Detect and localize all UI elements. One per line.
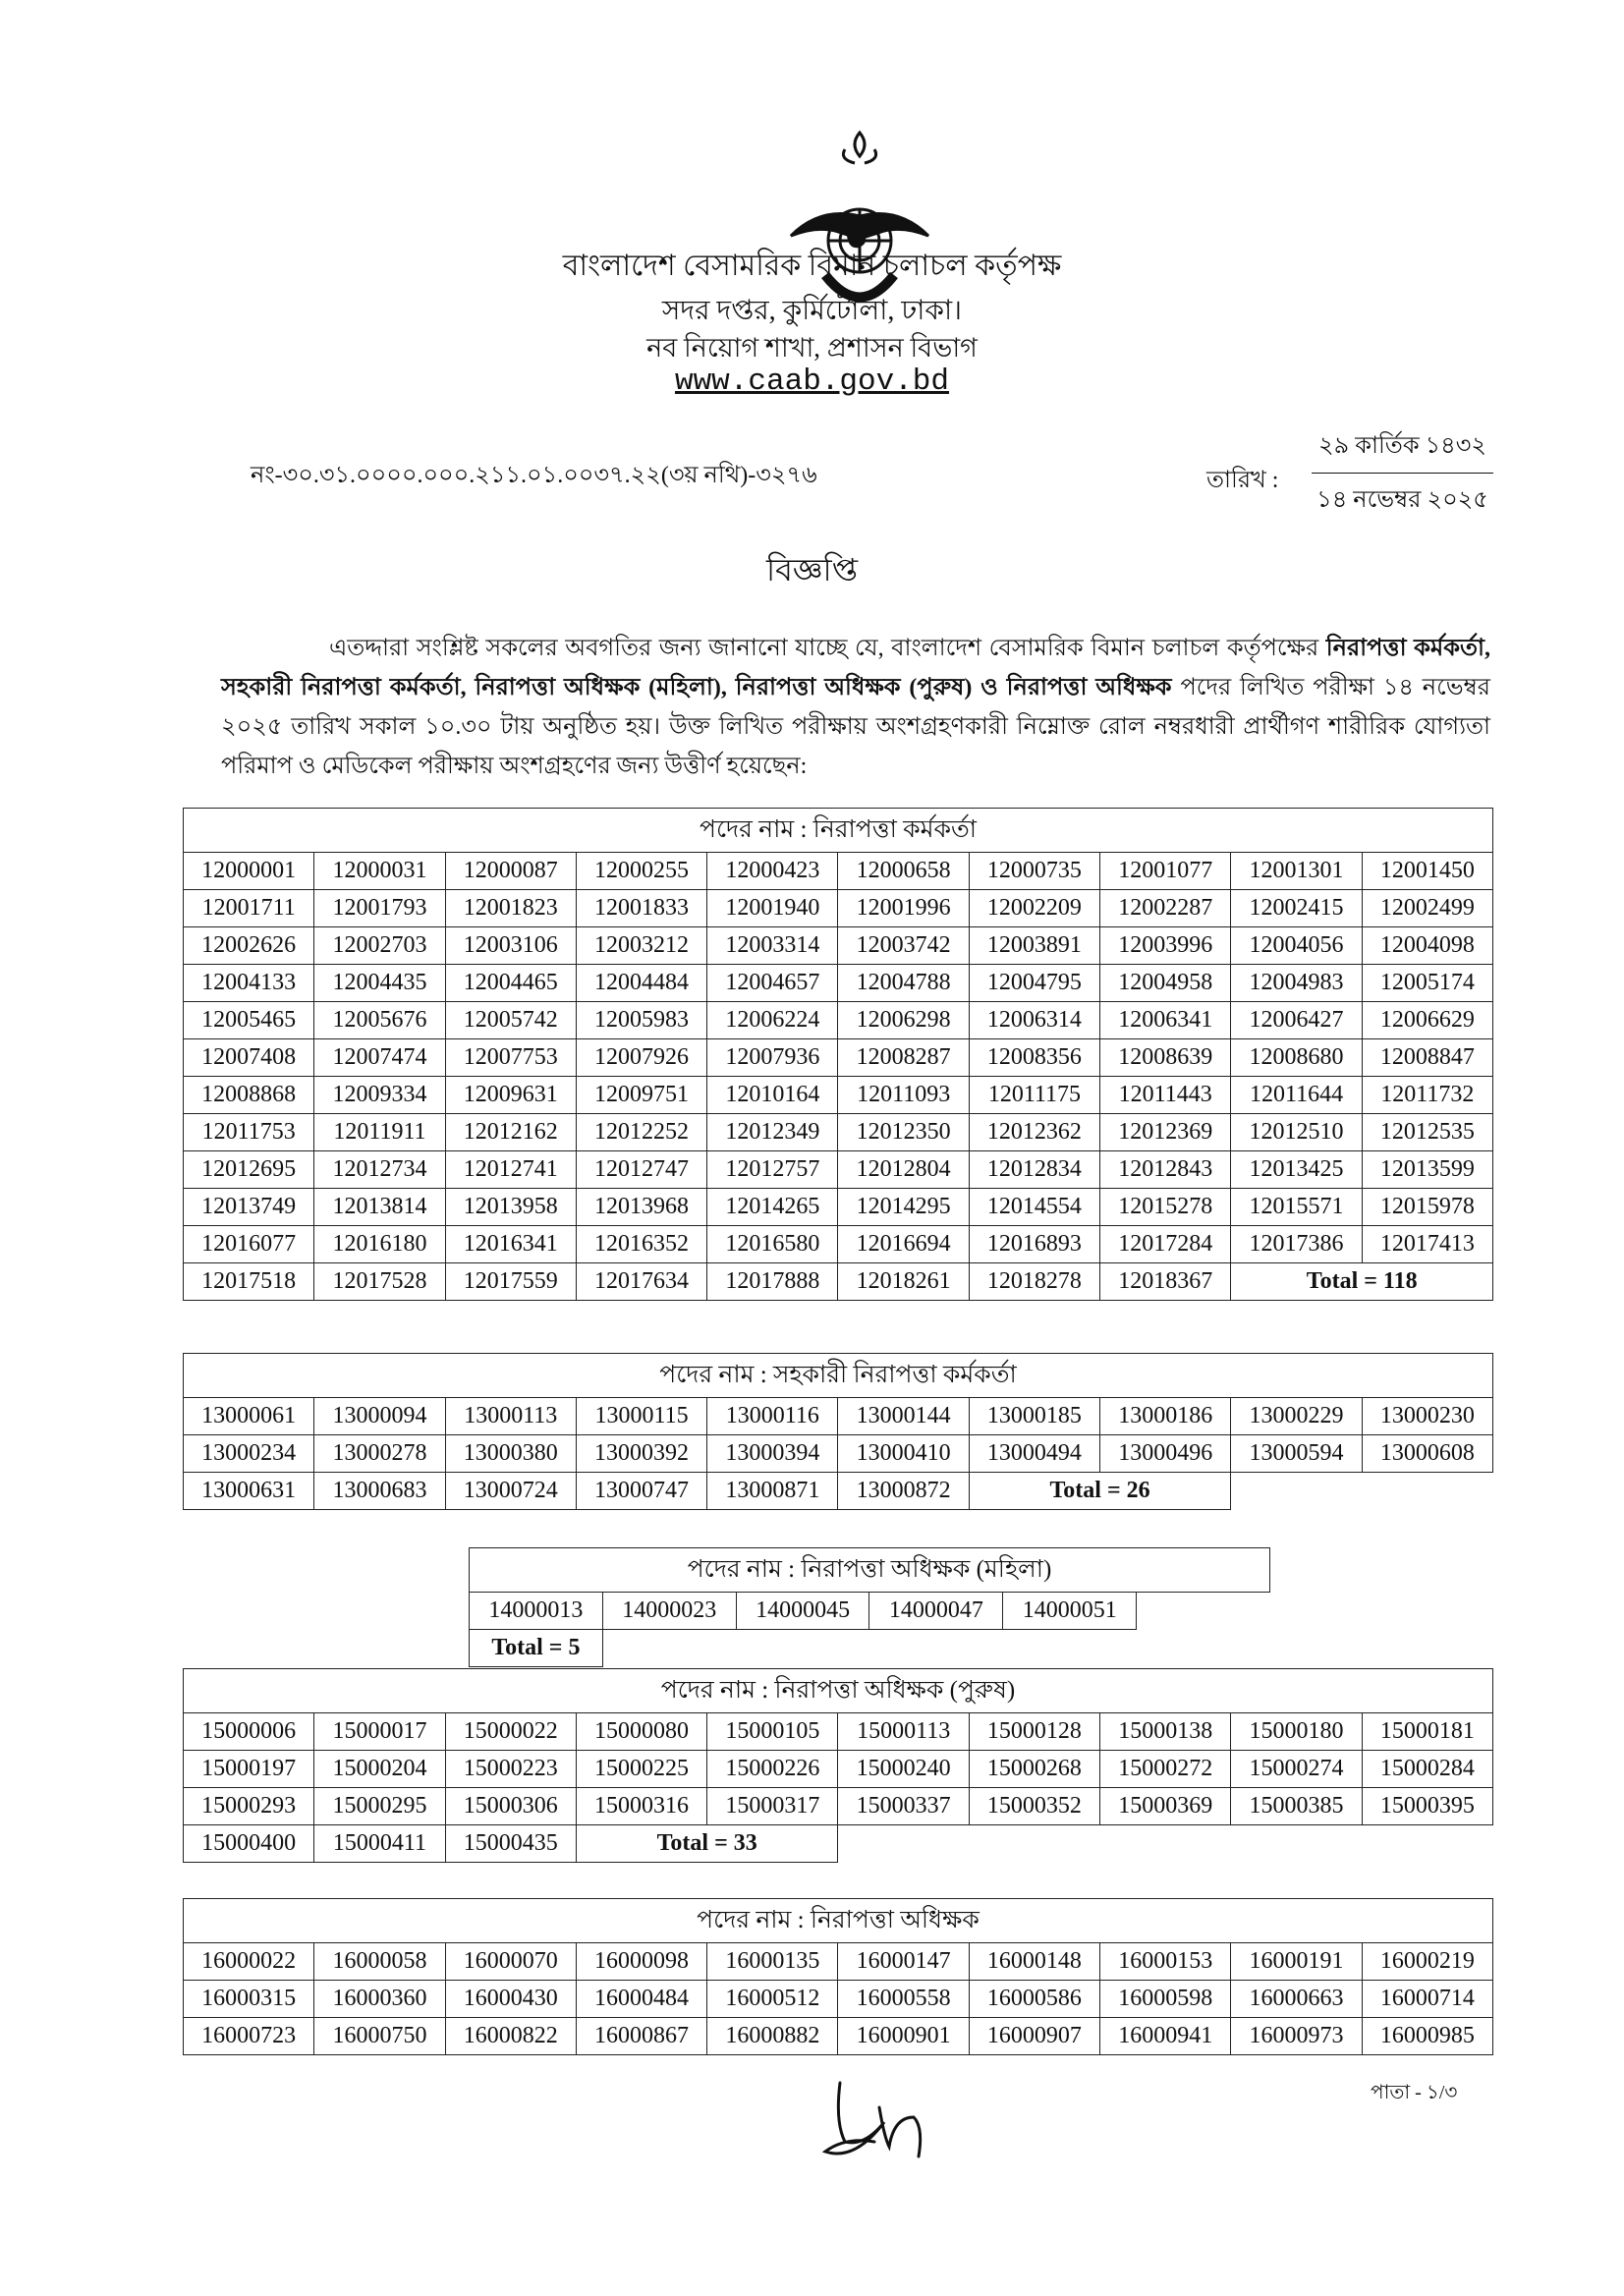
roll-number-cell: 13000724 [445, 1473, 576, 1510]
roll-number-cell: 13000872 [838, 1473, 969, 1510]
roll-number-cell: 16000360 [314, 1981, 445, 2018]
roll-number-cell: 12007474 [314, 1039, 445, 1077]
roll-row [184, 965, 1493, 1002]
roll-number-cell: 15000284 [1362, 1751, 1492, 1788]
roll-number-cell: 16000153 [1100, 1943, 1231, 1981]
roll-row [184, 1943, 1493, 1981]
roll-number-cell: 12000087 [445, 853, 576, 890]
roll-number-cell: 12004435 [314, 965, 445, 1002]
roll-number-cell: 12011732 [1362, 1077, 1492, 1114]
roll-number-cell: 12004098 [1362, 927, 1492, 965]
roll-row [470, 1593, 1270, 1630]
roll-number-cell: 15000017 [314, 1713, 445, 1751]
roll-number-cell: 15000226 [707, 1751, 838, 1788]
roll-number-cell: 12017528 [314, 1263, 445, 1301]
roll-number-cell: 12007753 [445, 1039, 576, 1077]
roll-number-cell: 12012757 [707, 1151, 838, 1189]
roll-number-cell: 16000148 [969, 1943, 1099, 1981]
roll-row [184, 1788, 1493, 1825]
roll-number-cell: 16000941 [1100, 2018, 1231, 2055]
roll-number-cell: 12015571 [1231, 1189, 1362, 1226]
roll-number-cell: 12012741 [445, 1151, 576, 1189]
notice-title: বিজ্ঞপ্তি [765, 552, 859, 588]
roll-number-cell: 12003106 [445, 927, 576, 965]
roll-number-cell: 12004795 [969, 965, 1099, 1002]
roll-row [184, 927, 1493, 965]
roll-number-cell: 16000901 [838, 2018, 969, 2055]
roll-number-cell: 13000230 [1362, 1398, 1492, 1435]
roll-table-security-supervisor-female [469, 1547, 1270, 1667]
roll-number-cell: 15000225 [576, 1751, 706, 1788]
roll-row [184, 1189, 1493, 1226]
signature [811, 2073, 958, 2171]
notice-text-start: এতদ্দারা সংশ্লিষ্ট সকলের অবগতির জন্য জানানো যাচ্ছে যে, বাংলাদেশ বেসামরিক বিমান চলাচল কর্তৃপক্ষের [329, 636, 1326, 661]
roll-number-cell: 16000985 [1362, 2018, 1492, 2055]
roll-number-cell: 12012369 [1100, 1114, 1231, 1151]
roll-number-cell: 12013599 [1362, 1151, 1492, 1189]
roll-number-cell: 13000234 [184, 1435, 314, 1473]
roll-number-cell: 12005676 [314, 1002, 445, 1039]
roll-row [184, 1473, 1493, 1510]
roll-number-cell: 14000045 [736, 1593, 869, 1630]
roll-number-cell: 16000098 [576, 1943, 706, 1981]
roll-number-cell: 12017284 [1100, 1226, 1231, 1263]
roll-number-cell: 12014265 [707, 1189, 838, 1226]
roll-number-cell: 12007936 [707, 1039, 838, 1077]
roll-number-cell: 16000219 [1362, 1943, 1492, 1981]
roll-number-cell: 12004788 [838, 965, 969, 1002]
roll-number-cell: 15000268 [969, 1751, 1099, 1788]
roll-number-cell: 12006341 [1100, 1002, 1231, 1039]
roll-number-cell: 15000411 [314, 1825, 445, 1863]
roll-number-cell: 14000047 [869, 1593, 1003, 1630]
roll-number-cell: 16000147 [838, 1943, 969, 1981]
roll-number-cell: 15000369 [1100, 1788, 1231, 1825]
total-count-cell: Total = 5 [470, 1630, 603, 1667]
roll-number-cell: 12016077 [184, 1226, 314, 1263]
roll-number-cell: 12011093 [838, 1077, 969, 1114]
memo-reference-number: নং-৩০.৩১.০০০০.০০০.২১১.০১.০০৩৭.২২(৩য় নথি)-৩২৭৬ [251, 463, 817, 488]
roll-number-cell: 13000144 [838, 1398, 969, 1435]
roll-number-cell: 12016180 [314, 1226, 445, 1263]
roll-number-cell: 16000882 [707, 2018, 838, 2055]
roll-row [184, 2018, 1493, 2055]
roll-number-cell: 13000608 [1362, 1435, 1492, 1473]
roll-number-cell: 12003212 [576, 927, 706, 965]
roll-row [184, 890, 1493, 927]
total-count-cell: Total = 26 [969, 1473, 1231, 1510]
total-count-cell: Total = 33 [576, 1825, 838, 1863]
roll-number-cell: 12003742 [838, 927, 969, 965]
roll-number-cell: 12016341 [445, 1226, 576, 1263]
notice-posts-bold: নিরাপত্তা কর্মকর্তা, সহকারী নিরাপত্তা কর্মকর্তা, নিরাপত্তা অধিক্ষক (মহিলা), নিরাপত্তা অধিক্ষক (পুরুষ) ও নিরাপত্তা অধিক্ষক [221, 636, 1490, 700]
roll-number-cell: 16000135 [707, 1943, 838, 1981]
roll-number-cell: 16000598 [1100, 1981, 1231, 2018]
roll-number-cell: 12017386 [1231, 1226, 1362, 1263]
roll-number-cell: 12016580 [707, 1226, 838, 1263]
roll-number-cell: 12011644 [1231, 1077, 1362, 1114]
roll-number-cell: 12008356 [969, 1039, 1099, 1077]
roll-row [184, 1114, 1493, 1151]
roll-number-cell: 12004133 [184, 965, 314, 1002]
org-name: বাংলাদেশ বেসামরিক বিমান চলাচল কর্তৃপক্ষ [562, 250, 1062, 282]
roll-number-cell: 12016694 [838, 1226, 969, 1263]
roll-number-cell: 12009631 [445, 1077, 576, 1114]
post-name-header: পদের নাম : নিরাপত্তা অধিক্ষক (পুরুষ) [184, 1669, 1493, 1713]
roll-number-cell: 12013749 [184, 1189, 314, 1226]
roll-row [184, 1713, 1493, 1751]
roll-number-cell: 12008847 [1362, 1039, 1492, 1077]
roll-number-cell: 13000115 [576, 1398, 706, 1435]
roll-number-cell: 15000385 [1231, 1788, 1362, 1825]
roll-row [184, 1751, 1493, 1788]
roll-number-cell: 12004657 [707, 965, 838, 1002]
roll-row [184, 1398, 1493, 1435]
roll-number-cell: 12011753 [184, 1114, 314, 1151]
notice-paragraph [221, 629, 1490, 786]
roll-number-cell: 12002703 [314, 927, 445, 965]
department-name: নব নিয়োগ শাখা, প্রশাসন বিভাগ [646, 333, 978, 363]
roll-number-cell: 12014554 [969, 1189, 1099, 1226]
roll-number-cell: 12012535 [1362, 1114, 1492, 1151]
roll-number-cell: 12013814 [314, 1189, 445, 1226]
roll-number-cell: 12006427 [1231, 1002, 1362, 1039]
roll-number-cell: 13000061 [184, 1398, 314, 1435]
roll-number-cell: 15000181 [1362, 1713, 1492, 1751]
roll-row [184, 1825, 1493, 1863]
roll-number-cell: 12000031 [314, 853, 445, 890]
roll-number-cell: 15000293 [184, 1788, 314, 1825]
roll-number-cell: 12008639 [1100, 1039, 1231, 1077]
roll-row [184, 1039, 1493, 1077]
roll-number-cell: 12002209 [969, 890, 1099, 927]
roll-number-cell: 12016893 [969, 1226, 1099, 1263]
roll-number-cell: 12004484 [576, 965, 706, 1002]
roll-number-cell: 12005174 [1362, 965, 1492, 1002]
roll-number-cell: 15000080 [576, 1713, 706, 1751]
roll-number-cell: 12012350 [838, 1114, 969, 1151]
roll-number-cell: 15000240 [838, 1751, 969, 1788]
roll-number-cell: 13000380 [445, 1435, 576, 1473]
roll-number-cell: 12008287 [838, 1039, 969, 1077]
roll-number-cell: 16000973 [1231, 2018, 1362, 2055]
roll-number-cell: 15000400 [184, 1825, 314, 1863]
roll-row [184, 853, 1493, 890]
roll-number-cell: 12006224 [707, 1002, 838, 1039]
roll-number-cell: 16000022 [184, 1943, 314, 1981]
roll-number-cell: 15000306 [445, 1788, 576, 1825]
roll-number-cell: 12012362 [969, 1114, 1099, 1151]
roll-number-cell: 16000315 [184, 1981, 314, 2018]
roll-row [184, 1981, 1493, 2018]
roll-number-cell: 13000410 [838, 1435, 969, 1473]
roll-number-cell: 12004056 [1231, 927, 1362, 965]
roll-number-cell: 12012804 [838, 1151, 969, 1189]
roll-number-cell: 16000430 [445, 1981, 576, 2018]
roll-number-cell: 15000395 [1362, 1788, 1492, 1825]
roll-number-cell: 13000683 [314, 1473, 445, 1510]
roll-number-cell: 12005465 [184, 1002, 314, 1039]
roll-number-cell: 13000229 [1231, 1398, 1362, 1435]
roll-number-cell: 12006629 [1362, 1002, 1492, 1039]
roll-number-cell: 12003996 [1100, 927, 1231, 965]
roll-number-cell: 12011911 [314, 1114, 445, 1151]
notice-text-end: পদের লিখিত পরীক্ষা ১৪ নভেম্বর ২০২৫ তারিখ সকাল ১০.৩০ টায় অনুষ্ঠিত হয়। উক্ত লিখিত পরীক্ষায় অংশগ্রহণকারী নিম্নোক্ত রোল নম্বরধারী প্রার্থীগণ শারীরিক যোগ্যতা পরিমাপ ও মেডিকেল পরীক্ষায় অংশগ্রহণের জন্য উত্তীর্ণ হয়েছেন: [221, 675, 1490, 779]
roll-number-cell: 16000822 [445, 2018, 576, 2055]
roll-number-cell: 12010164 [707, 1077, 838, 1114]
roll-number-cell: 12000255 [576, 853, 706, 890]
roll-number-cell: 16000714 [1362, 1981, 1492, 2018]
roll-number-cell: 16000867 [576, 2018, 706, 2055]
roll-number-cell: 12017559 [445, 1263, 576, 1301]
date-label: তারিখ : [1206, 468, 1279, 493]
roll-number-cell: 12007408 [184, 1039, 314, 1077]
roll-number-cell: 12018367 [1100, 1263, 1231, 1301]
roll-number-cell: 12015278 [1100, 1189, 1231, 1226]
date-english: ১৪ নভেম্বর ২০২৫ [1316, 487, 1488, 513]
roll-number-cell: 15000113 [838, 1713, 969, 1751]
roll-number-cell: 12018278 [969, 1263, 1099, 1301]
roll-number-cell: 12003314 [707, 927, 838, 965]
roll-number-cell: 12002287 [1100, 890, 1231, 927]
roll-number-cell: 12012162 [445, 1114, 576, 1151]
roll-number-cell: 12001996 [838, 890, 969, 927]
roll-number-cell: 15000180 [1231, 1713, 1362, 1751]
roll-number-cell: 12012252 [576, 1114, 706, 1151]
roll-number-cell: 15000105 [707, 1713, 838, 1751]
roll-number-cell: 15000197 [184, 1751, 314, 1788]
roll-number-cell: 12002626 [184, 927, 314, 965]
roll-number-cell: 12014295 [838, 1189, 969, 1226]
roll-number-cell: 13000185 [969, 1398, 1099, 1435]
roll-number-cell: 12004958 [1100, 965, 1231, 1002]
roll-number-cell: 13000392 [576, 1435, 706, 1473]
roll-number-cell: 16000512 [707, 1981, 838, 2018]
roll-number-cell: 16000191 [1231, 1943, 1362, 1981]
total-count-cell: Total = 118 [1231, 1263, 1493, 1301]
roll-number-cell: 16000723 [184, 2018, 314, 2055]
roll-number-cell: 16000586 [969, 1981, 1099, 2018]
roll-number-cell: 15000223 [445, 1751, 576, 1788]
roll-number-cell: 12017413 [1362, 1226, 1492, 1263]
roll-number-cell: 13000113 [445, 1398, 576, 1435]
roll-number-cell: 14000023 [602, 1593, 736, 1630]
roll-number-cell: 12012747 [576, 1151, 706, 1189]
roll-row [184, 1435, 1493, 1473]
roll-number-cell: 15000006 [184, 1713, 314, 1751]
date-block [1312, 427, 1493, 521]
roll-number-cell: 15000138 [1100, 1713, 1231, 1751]
roll-table-security-supervisor [183, 1898, 1493, 2055]
roll-number-cell: 16000663 [1231, 1981, 1362, 2018]
roll-number-cell: 13000116 [707, 1398, 838, 1435]
roll-number-cell: 12001301 [1231, 853, 1362, 890]
roll-number-cell: 15000316 [576, 1788, 706, 1825]
roll-number-cell: 12001823 [445, 890, 576, 927]
roll-number-cell: 12012834 [969, 1151, 1099, 1189]
post-name-header: পদের নাম : নিরাপত্তা অধিক্ষক (মহিলা) [470, 1548, 1270, 1593]
roll-number-cell: 13000494 [969, 1435, 1099, 1473]
org-address: সদর দপ্তর, কুর্মিটোলা, ঢাকা। [661, 296, 963, 326]
roll-number-cell: 12001077 [1100, 853, 1231, 890]
roll-number-cell: 12009751 [576, 1077, 706, 1114]
roll-number-cell: 16000058 [314, 1943, 445, 1981]
roll-number-cell: 12001793 [314, 890, 445, 927]
roll-table-assistant-security-officer [183, 1353, 1493, 1510]
roll-number-cell: 15000128 [969, 1713, 1099, 1751]
roll-number-cell: 12013958 [445, 1189, 576, 1226]
roll-number-cell: 15000272 [1100, 1751, 1231, 1788]
roll-number-cell: 13000278 [314, 1435, 445, 1473]
roll-number-cell: 15000022 [445, 1713, 576, 1751]
roll-number-cell: 16000484 [576, 1981, 706, 2018]
roll-number-cell: 12001450 [1362, 853, 1492, 890]
roll-number-cell: 12018261 [838, 1263, 969, 1301]
roll-number-cell: 12004465 [445, 965, 576, 1002]
roll-number-cell: 12000001 [184, 853, 314, 890]
roll-number-cell: 13000747 [576, 1473, 706, 1510]
roll-number-cell: 12005983 [576, 1002, 706, 1039]
roll-number-cell: 12015978 [1362, 1189, 1492, 1226]
post-name-header: পদের নাম : নিরাপত্তা অধিক্ষক [184, 1899, 1493, 1943]
roll-number-cell: 12009334 [314, 1077, 445, 1114]
roll-number-cell: 12007926 [576, 1039, 706, 1077]
roll-number-cell: 15000295 [314, 1788, 445, 1825]
roll-row [184, 1077, 1493, 1114]
roll-number-cell: 13000094 [314, 1398, 445, 1435]
roll-number-cell: 12002415 [1231, 890, 1362, 927]
roll-number-cell: 12005742 [445, 1002, 576, 1039]
roll-number-cell: 12008868 [184, 1077, 314, 1114]
roll-number-cell: 13000631 [184, 1473, 314, 1510]
roll-row [184, 1263, 1493, 1301]
roll-number-cell: 12003891 [969, 927, 1099, 965]
roll-number-cell: 13000496 [1100, 1435, 1231, 1473]
roll-row [184, 1226, 1493, 1263]
roll-number-cell: 12001940 [707, 890, 838, 927]
roll-number-cell: 15000337 [838, 1788, 969, 1825]
roll-number-cell: 12000423 [707, 853, 838, 890]
date-bangla: ২৯ কার্তিক ১৪৩২ [1312, 427, 1493, 474]
roll-row [184, 1002, 1493, 1039]
roll-number-cell: 15000274 [1231, 1751, 1362, 1788]
roll-number-cell: 15000317 [707, 1788, 838, 1825]
roll-number-cell: 12013968 [576, 1189, 706, 1226]
roll-number-cell: 12016352 [576, 1226, 706, 1263]
roll-number-cell: 12017888 [707, 1263, 838, 1301]
roll-number-cell: 12017634 [576, 1263, 706, 1301]
roll-number-cell: 12012734 [314, 1151, 445, 1189]
roll-number-cell: 16000750 [314, 2018, 445, 2055]
roll-number-cell: 16000907 [969, 2018, 1099, 2055]
roll-number-cell: 13000871 [707, 1473, 838, 1510]
roll-number-cell: 12013425 [1231, 1151, 1362, 1189]
roll-number-cell: 16000070 [445, 1943, 576, 1981]
roll-number-cell: 13000186 [1100, 1398, 1231, 1435]
roll-number-cell: 12004983 [1231, 965, 1362, 1002]
roll-table-security-supervisor-male [183, 1668, 1493, 1863]
roll-table-security-officer [183, 808, 1493, 1301]
roll-number-cell: 12008680 [1231, 1039, 1362, 1077]
roll-number-cell: 13000394 [707, 1435, 838, 1473]
roll-number-cell: 16000558 [838, 1981, 969, 2018]
roll-number-cell: 14000051 [1003, 1593, 1137, 1630]
roll-number-cell: 15000204 [314, 1751, 445, 1788]
roll-number-cell: 12012695 [184, 1151, 314, 1189]
roll-row [184, 1151, 1493, 1189]
roll-number-cell: 15000352 [969, 1788, 1099, 1825]
post-name-header: পদের নাম : সহকারী নিরাপত্তা কর্মকর্তা [184, 1354, 1493, 1398]
roll-number-cell: 13000594 [1231, 1435, 1362, 1473]
roll-number-cell: 12000735 [969, 853, 1099, 890]
roll-number-cell: 12001833 [576, 890, 706, 927]
roll-number-cell: 12017518 [184, 1263, 314, 1301]
roll-number-cell: 12011175 [969, 1077, 1099, 1114]
roll-number-cell: 12001711 [184, 890, 314, 927]
roll-number-cell: 15000435 [445, 1825, 576, 1863]
roll-number-cell: 12012843 [1100, 1151, 1231, 1189]
page-number: পাতা - ১/৩ [1371, 2082, 1458, 2103]
roll-number-cell: 12000658 [838, 853, 969, 890]
roll-number-cell: 12002499 [1362, 890, 1492, 927]
roll-number-cell: 14000013 [470, 1593, 603, 1630]
roll-number-cell: 12006314 [969, 1002, 1099, 1039]
roll-number-cell: 12012349 [707, 1114, 838, 1151]
roll-number-cell: 12006298 [838, 1002, 969, 1039]
roll-number-cell: 12011443 [1100, 1077, 1231, 1114]
roll-number-cell: 12012510 [1231, 1114, 1362, 1151]
website-link[interactable]: www.caab.gov.bd [674, 364, 950, 399]
post-name-header: পদের নাম : নিরাপত্তা কর্মকর্তা [184, 809, 1493, 853]
